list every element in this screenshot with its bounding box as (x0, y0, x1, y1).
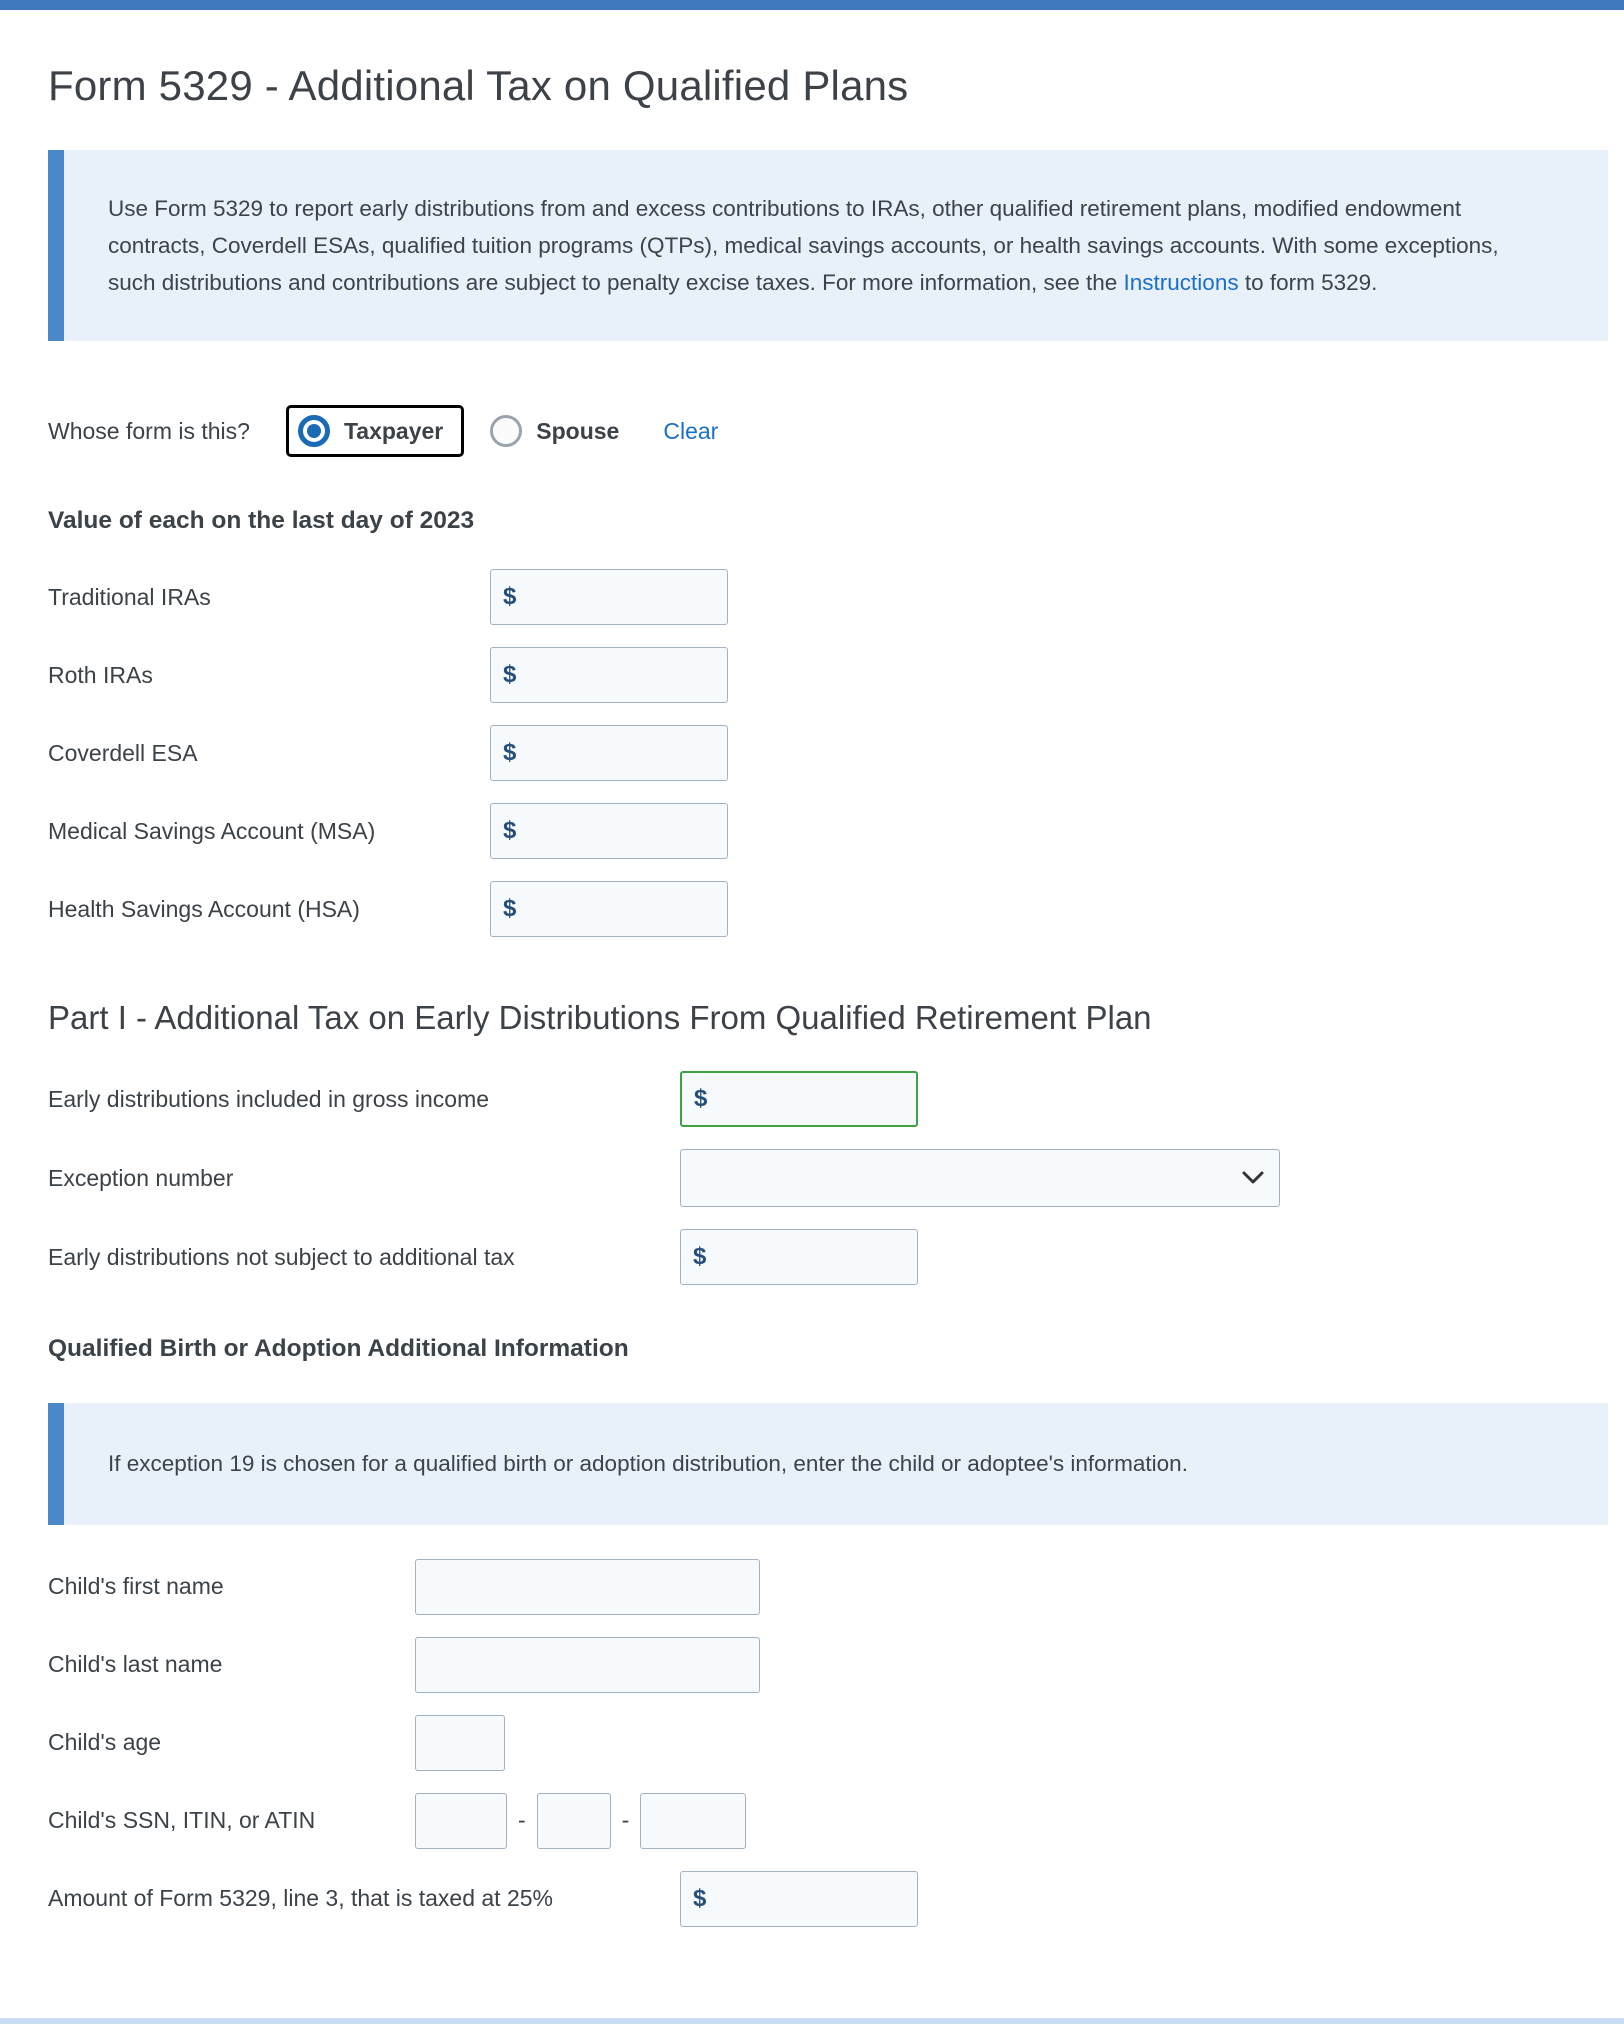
field-row-child-ssn (48, 1793, 1608, 1849)
field-label: Coverdell ESA (48, 739, 198, 766)
birth-adoption-heading: Qualified Birth or Adoption Additional Information (48, 1335, 629, 1363)
childs-last-name-input[interactable] (415, 1637, 760, 1693)
not-subject-field[interactable] (716, 1243, 905, 1271)
exception-number-select-wrap (680, 1149, 1280, 1207)
whose-form-question: Whose form is this? (48, 417, 250, 444)
ssn-part1-input[interactable] (415, 1793, 507, 1849)
field-row-msa (48, 803, 1608, 859)
field-label: Child's SSN, ITIN, or ATIN (48, 1807, 316, 1833)
field-row-not-subject (48, 1229, 1608, 1285)
field-label: Roth IRAs (48, 661, 153, 688)
msa-input[interactable] (490, 803, 728, 859)
ssn-part3-input[interactable] (640, 1793, 746, 1849)
coverdell-esa-field[interactable] (526, 739, 715, 767)
dollar-sign: $ (503, 817, 517, 845)
radio-option-spouse[interactable] (490, 415, 619, 447)
ssn-separator: - (621, 1807, 630, 1833)
field-row-exception-number (48, 1149, 1608, 1207)
infobox-text-after: to form 5329. (1238, 270, 1378, 296)
field-row-traditional-iras (48, 569, 1608, 625)
field-label: Child's first name (48, 1573, 224, 1599)
gross-income-field[interactable] (717, 1085, 904, 1113)
radio-unselected-icon[interactable] (490, 415, 522, 447)
radio-selected-icon[interactable] (298, 415, 330, 447)
traditional-iras-input[interactable] (490, 569, 728, 625)
field-label: Early distributions not subject to additional tax (48, 1243, 515, 1270)
field-label: Medical Savings Account (MSA) (48, 817, 376, 844)
whose-form-radio-group (48, 405, 1608, 457)
page-title: Form 5329 - Additional Tax on Qualified Plans (48, 62, 909, 109)
field-row-taxed-25 (48, 1871, 1608, 1927)
dollar-sign: $ (503, 895, 517, 923)
taxed-25-input[interactable] (680, 1871, 918, 1927)
field-row-hsa (48, 881, 1608, 937)
traditional-iras-field[interactable] (526, 583, 715, 611)
dollar-sign: $ (694, 1085, 708, 1113)
roth-iras-input[interactable] (490, 647, 728, 703)
form-5329-page (0, 10, 1624, 2018)
exception-number-select[interactable] (680, 1149, 1280, 1207)
field-label: Early distributions included in gross income (48, 1085, 490, 1112)
top-accent-bar (0, 0, 1624, 10)
field-row-child-first-name (48, 1559, 1608, 1615)
dollar-sign: $ (503, 739, 517, 767)
infobox-text-before: Use Form 5329 to report early distributions from and excess contributions to IRAs, other qualified retirement plans, modified endowment contracts, Coverdell ESAs, qualified tuition programs (QTPs), medical savings accounts, or health savings accounts. With some exceptions, such distributions and contributions are subject to penalty excise taxes. For more information, see the (108, 196, 1499, 296)
instructions-link[interactable]: Instructions (1123, 270, 1239, 296)
radio-option-taxpayer[interactable] (286, 405, 464, 457)
childs-age-input[interactable] (415, 1715, 505, 1771)
dollar-sign: $ (503, 661, 517, 689)
radio-label-taxpayer: Taxpayer (343, 417, 444, 444)
field-label: Traditional IRAs (48, 583, 211, 610)
field-label: Child's age (48, 1729, 162, 1755)
clear-link[interactable]: Clear (663, 417, 719, 444)
form-description-infobox (48, 150, 1608, 341)
ssn-part2-input[interactable] (537, 1793, 611, 1849)
field-row-coverdell-esa (48, 725, 1608, 781)
footer-divider (0, 2018, 1624, 2024)
hsa-input[interactable] (490, 881, 728, 937)
gross-income-input[interactable] (680, 1071, 918, 1127)
birth-adoption-note: If exception 19 is chosen for a qualified birth or adoption distribution, enter the child or adoptee's information. (108, 1451, 1188, 1477)
ssn-separator: - (518, 1807, 526, 1833)
msa-field[interactable] (526, 817, 715, 845)
values-section-heading: Value of each on the last day of 2023 (48, 507, 475, 535)
radio-label-spouse: Spouse (536, 417, 620, 444)
taxed-25-field[interactable] (716, 1885, 905, 1913)
field-label: Exception number (48, 1164, 234, 1191)
field-row-roth-iras (48, 647, 1608, 703)
field-label: Health Savings Account (HSA) (48, 895, 360, 922)
birth-adoption-infobox (48, 1403, 1608, 1524)
not-subject-input[interactable] (680, 1229, 918, 1285)
field-label: Amount of Form 5329, line 3, that is taxed at 25% (48, 1885, 554, 1911)
field-label: Child's last name (48, 1651, 223, 1677)
field-row-child-last-name (48, 1637, 1608, 1693)
coverdell-esa-input[interactable] (490, 725, 728, 781)
field-row-child-age (48, 1715, 1608, 1771)
roth-iras-field[interactable] (526, 661, 715, 689)
dollar-sign: $ (693, 1884, 707, 1912)
dollar-sign: $ (503, 583, 517, 611)
hsa-field[interactable] (526, 895, 715, 923)
field-row-gross-income (48, 1071, 1608, 1127)
dollar-sign: $ (693, 1243, 707, 1271)
childs-first-name-input[interactable] (415, 1559, 760, 1615)
part1-heading: Part I - Additional Tax on Early Distributions From Qualified Retirement Plan (48, 999, 1152, 1037)
